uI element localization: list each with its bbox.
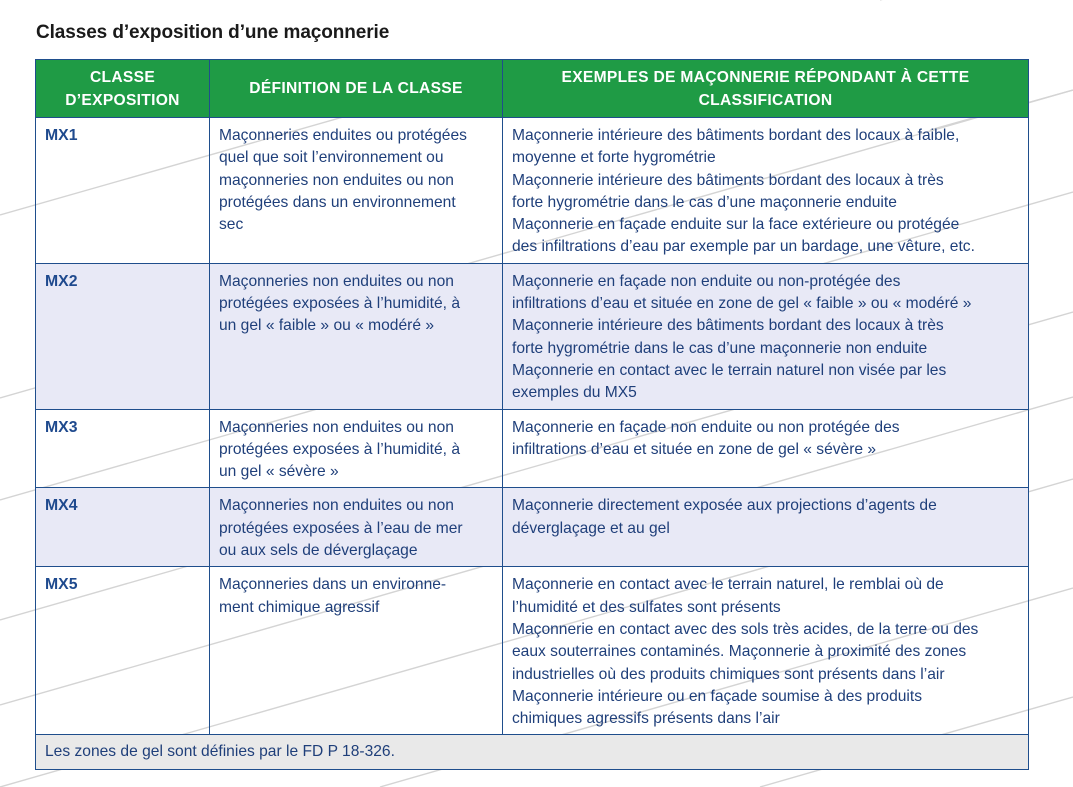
- table-footnote-row: [36, 735, 1029, 769]
- examples-cell: [503, 263, 1029, 409]
- header-class-line: CLASSE: [89, 68, 156, 86]
- class-cell: MX4: [36, 488, 210, 567]
- definition-cell: [210, 409, 503, 488]
- definition-line: Maçonneries non enduites ou non: [219, 497, 454, 515]
- example-line: Maçonnerie en façade non enduite ou non-protégée des: [512, 272, 901, 290]
- definition-line: un gel « faible » ou « modéré »: [219, 317, 435, 335]
- header-definition-line: DÉFINITION: [249, 80, 341, 97]
- example-line: Maçonnerie en façade non enduite ou non protégée des: [512, 418, 900, 436]
- table-row: [36, 118, 1029, 264]
- class-cell: MX2: [36, 263, 210, 409]
- example-line: eaux souterraines contaminés. Maçonnerie à proximité des zones: [512, 643, 967, 661]
- header-class: [36, 60, 210, 118]
- example-line: chimiques agressifs présents dans l’air: [512, 710, 780, 728]
- example-line: exemples du MX5: [512, 384, 637, 402]
- definition-line: protégées dans un environnement: [219, 193, 456, 211]
- table-row: [36, 263, 1029, 409]
- definition-line: maçonneries non enduites ou non: [219, 171, 454, 189]
- class-cell: MX3: [36, 409, 210, 488]
- definition-cell: [210, 488, 503, 567]
- example-line: Maçonnerie intérieure des bâtiments bordant des locaux à faible,: [512, 127, 960, 144]
- example-line: Maçonnerie directement exposée aux projections d’agents de: [512, 497, 937, 515]
- example-line: moyenne et forte hygrométrie: [512, 149, 716, 167]
- example-line: l’humidité et des sulfates sont présents: [512, 598, 781, 616]
- definition-line: Maçonneries non enduites ou non: [219, 272, 454, 290]
- example-line: Maçonnerie en contact avec des sols très acides, de la terre ou des: [512, 620, 979, 638]
- definition-line: Maçonneries dans un environne-: [219, 576, 447, 594]
- definition-cell: [210, 118, 503, 264]
- table-row: [36, 488, 1029, 567]
- definition-line: un gel « sévère »: [219, 463, 339, 481]
- examples-cell: [503, 409, 1029, 488]
- example-line: infiltrations d’eau et située en zone de gel « faible » ou « modéré »: [512, 295, 972, 313]
- example-line: des infiltrations d’eau par exemple par un bardage, une vêture, etc.: [512, 238, 975, 256]
- definition-line: protégées exposées à l’humidité, à: [219, 440, 460, 458]
- example-line: Maçonnerie intérieure des bâtiments bordant des locaux à très: [512, 171, 944, 189]
- definition-line: Maçonneries non enduites ou non: [219, 418, 454, 436]
- definition-line: ou aux sels de déverglaçage: [219, 542, 418, 560]
- table-row: [36, 567, 1029, 735]
- definition-line: protégées exposées à l’eau de mer: [219, 519, 463, 537]
- example-line: Maçonnerie en façade enduite sur la face extérieure ou protégée: [512, 216, 960, 234]
- example-line: industrielles où des produits chimiques sont présents dans l’air: [512, 665, 945, 683]
- examples-cell: [503, 488, 1029, 567]
- header-examples-line: EXEMPLES DE MAÇONNERIE RÉPONDANT À CETTE: [561, 68, 970, 86]
- example-line: infiltrations d’eau et située en zone de gel « sévère »: [512, 440, 877, 458]
- example-line: déverglaçage et au gel: [512, 519, 670, 537]
- definition-line: Maçonneries enduites ou protégées: [219, 127, 467, 144]
- definition-cell: [210, 567, 503, 735]
- definition-line: protégées exposées à l’humidité, à: [219, 295, 460, 313]
- example-line: forte hygrométrie dans le cas d’une maçonnerie non enduite: [512, 339, 928, 357]
- class-cell: MX1: [36, 118, 210, 264]
- class-cell: MX5: [36, 567, 210, 735]
- header-class-line: D’EXPOSITION: [65, 91, 180, 109]
- example-line: Maçonnerie intérieure des bâtiments bordant des locaux à très: [512, 317, 944, 335]
- example-line: forte hygrométrie dans le cas d’une maçonnerie enduite: [512, 193, 897, 211]
- page-title: Classes d’exposition d’une maçonnerie: [36, 22, 390, 43]
- header-examples: [503, 60, 1029, 118]
- header-definition: [210, 60, 503, 118]
- definition-line: sec: [219, 216, 244, 234]
- table-header-row: [36, 60, 1029, 118]
- exposure-classes-table: [35, 59, 1029, 770]
- footnote-cell: Les zones de gel sont définies par le FD P 18-326.: [36, 735, 1029, 769]
- example-line: Maçonnerie en contact avec le terrain naturel, le remblai où de: [512, 576, 944, 594]
- examples-cell: [503, 567, 1029, 735]
- example-line: Maçonnerie en contact avec le terrain naturel non visée par les: [512, 361, 947, 379]
- definition-line: ment chimique agressif: [219, 598, 380, 616]
- header-definition-line: DE LA CLASSE: [345, 80, 463, 97]
- examples-cell: [503, 118, 1029, 264]
- table-row: [36, 409, 1029, 488]
- definition-line: quel que soit l’environnement ou: [219, 149, 444, 167]
- example-line: Maçonnerie intérieure ou en façade soumise à des produits: [512, 687, 923, 705]
- header-examples-line: CLASSIFICATION: [698, 91, 833, 109]
- definition-cell: [210, 263, 503, 409]
